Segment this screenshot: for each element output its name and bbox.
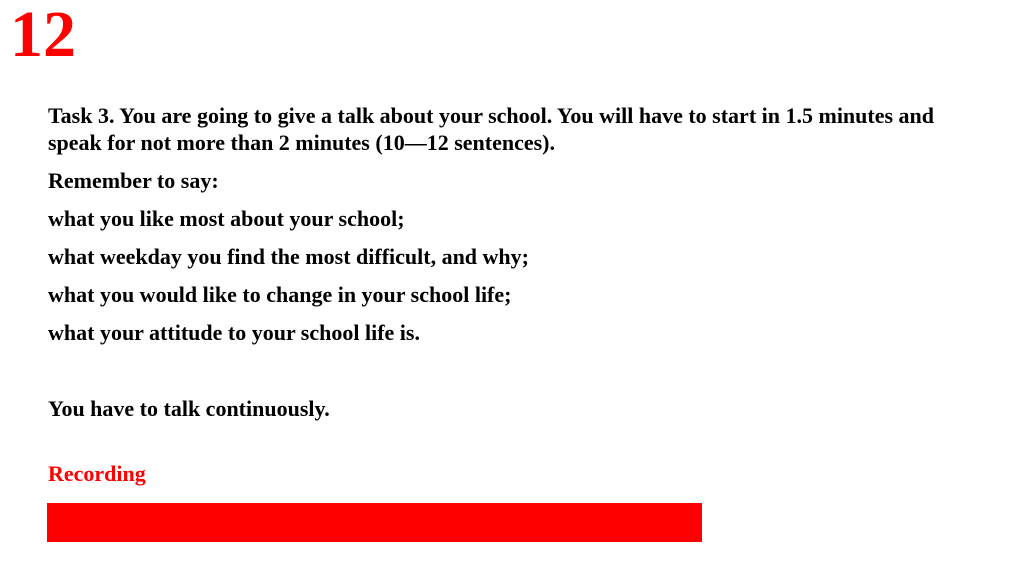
task-content (48, 102, 968, 487)
recording-label: Recording (48, 461, 146, 486)
spacer (48, 422, 968, 460)
task-point: what you would like to change in your school life; (48, 282, 512, 307)
task-point: what you like most about your school; (48, 206, 405, 231)
task-point: what your attitude to your school life is. (48, 320, 420, 345)
task-intro: Task 3. You are going to give a talk about your school. You will have to start in 1.5 minutes and speak for not more than 2 minutes (10—12 sentences). (48, 103, 935, 155)
task-point: what weekday you find the most difficult, and why; (48, 244, 529, 269)
talk-instruction: You have to talk continuously. (48, 396, 330, 421)
slide-number: 12 (10, 0, 76, 71)
spacer (48, 346, 968, 384)
recording-progress-fill (47, 503, 702, 542)
recording-progress-bar (47, 503, 702, 542)
remember-label: Remember to say: (48, 168, 219, 193)
